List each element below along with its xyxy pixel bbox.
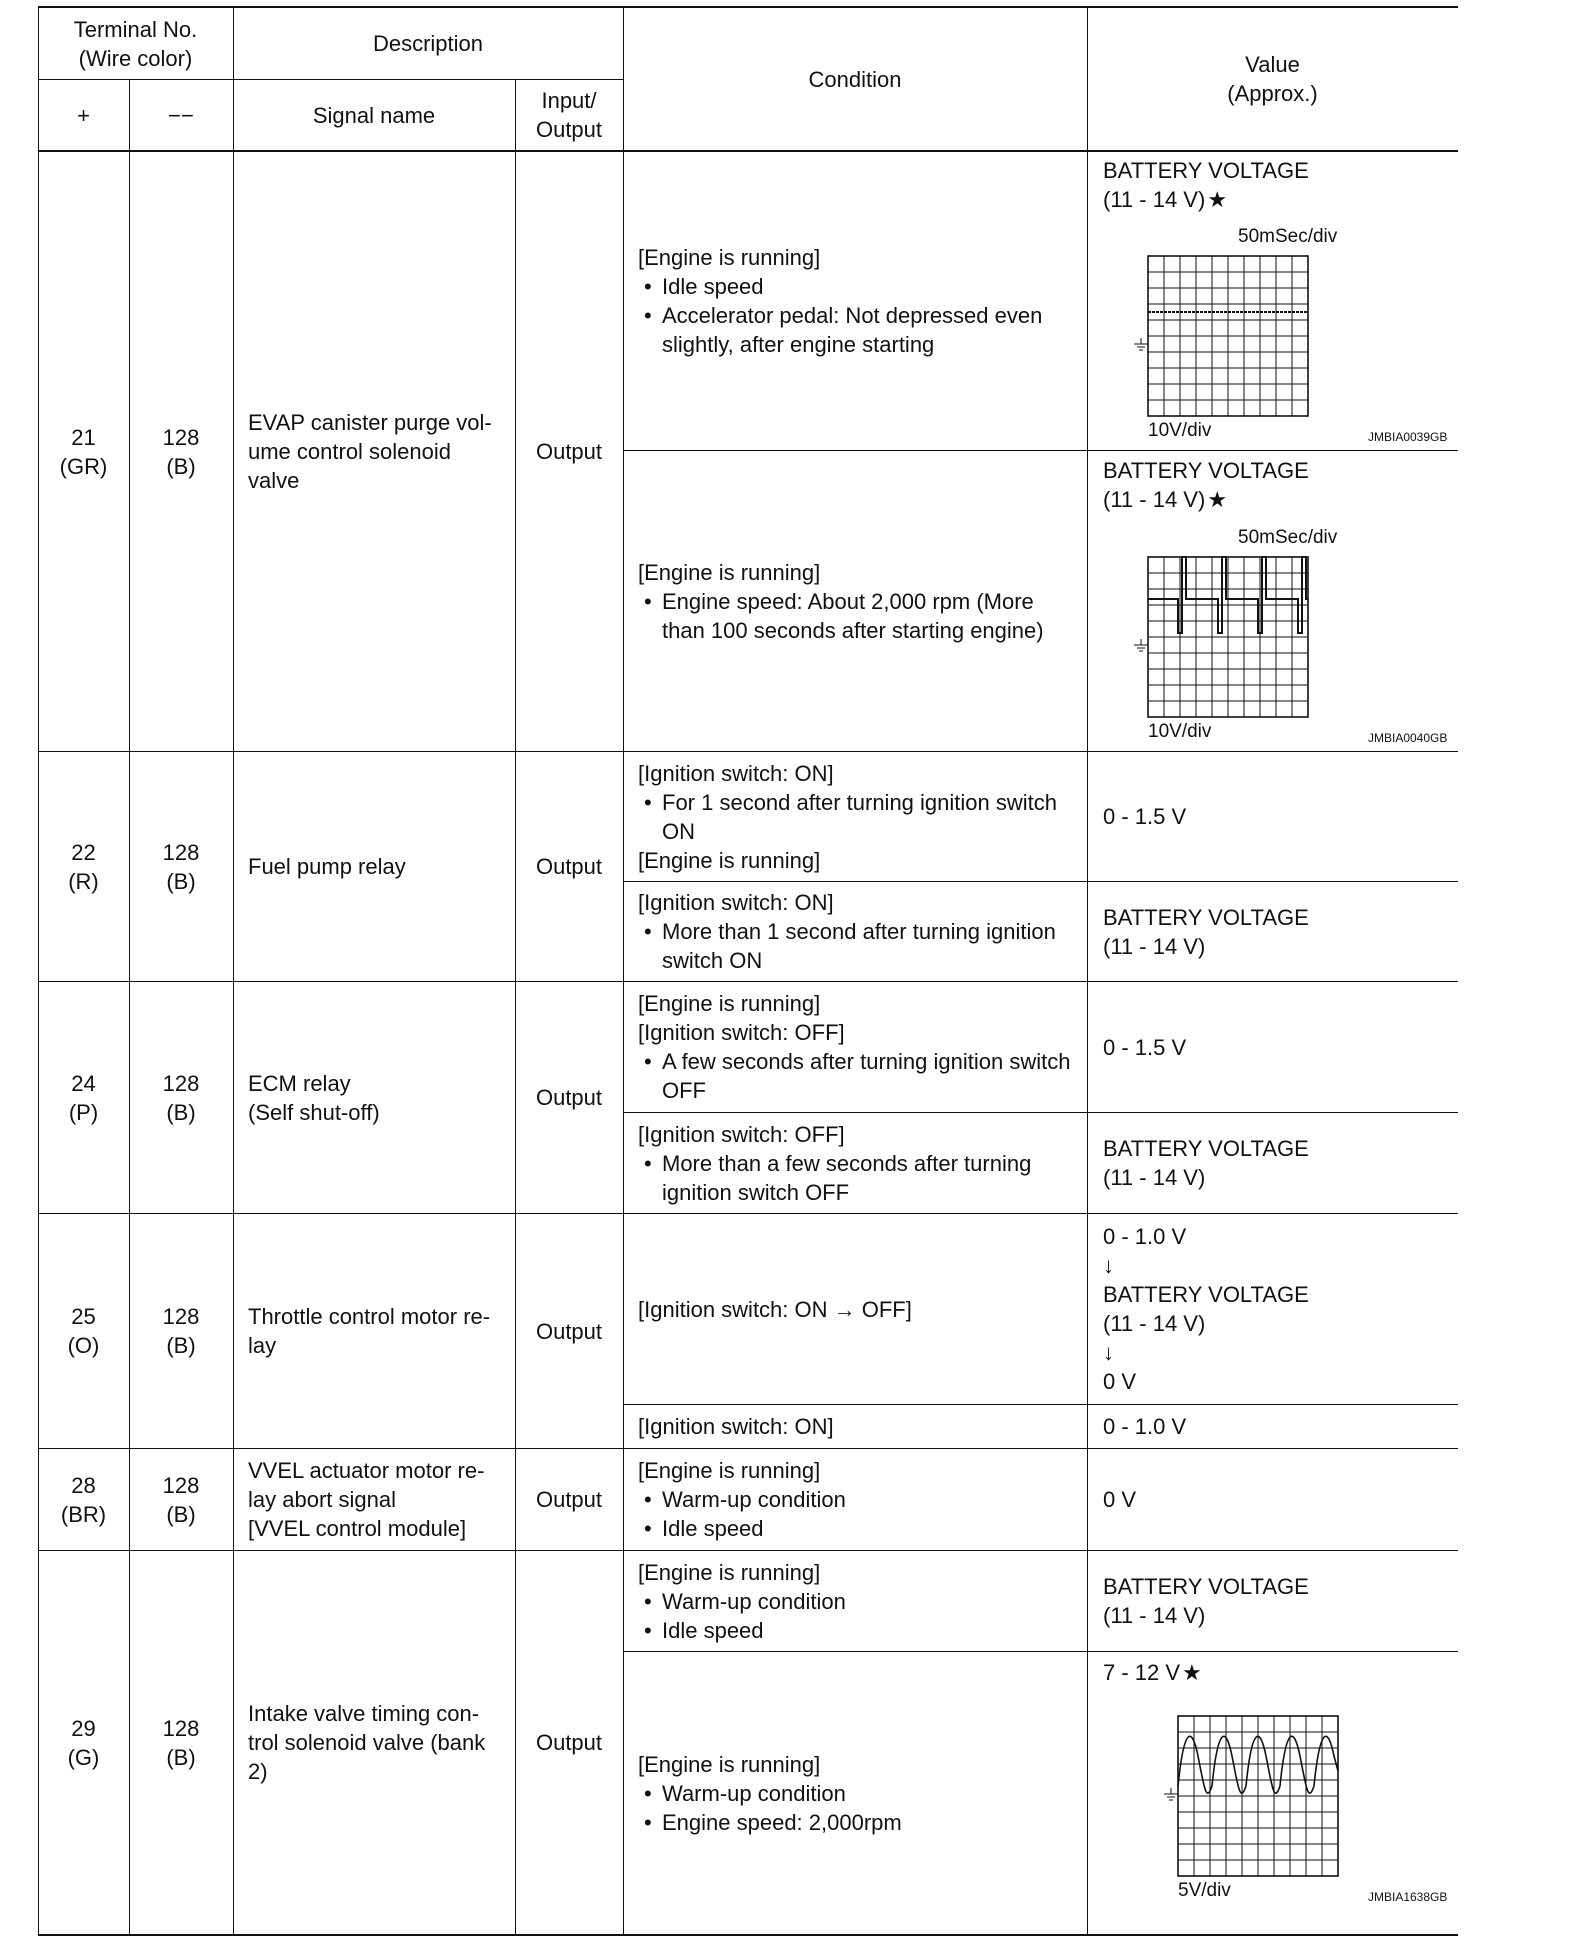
row-29-value-2: 7 - 12 V★ [1103,1660,1202,1685]
row-28-condition-1: [Engine is running] • Warm-up condition • Idle speed [623,1449,1087,1550]
header-condition: Condition [808,66,902,92]
row-25-minus: 128 (B) [162,1304,200,1358]
row-21-value-2: BATTERY VOLTAGE (11 - 14 V)★ [1103,458,1309,512]
row-29-condition-1: [Engine is running] • Warm-up condition • Idle speed [623,1551,1087,1651]
row-25-value-1: 0 - 1.0 V ↓ BATTERY VOLTAGE (11 - 14 V) ↓ 0 V [1103,1224,1309,1394]
row-22-minus: 128 (B) [162,839,200,894]
row-24-plus: 24 (P) [68,1070,99,1125]
row-24-condition-2: [Ignition switch: OFF] • More than a few seconds after turning ignition switch OFF [623,1113,1087,1213]
row-22-value-1: 0 - 1.5 V [1103,804,1187,829]
oscilloscope-figure-1: 50mSec/div 10V/div JMBIA0039GB [1118,226,1458,448]
oscilloscope-figure-3: 5V/div JMBIA1638GB [1148,1686,1458,1934]
header-terminal: Terminal No. (Wire color) [73,16,198,71]
row-25-plus: 25 (O) [67,1304,100,1358]
row-29-plus: 29 (G) [67,1715,100,1770]
header-minus: −− [168,102,194,128]
row-21-condition-1: [Engine is running] • Idle speed • Accelerator pedal: Not depressed even slightly, after engine starting [623,152,1087,450]
row-21-condition-2: [Engine is running] • Engine speed: About 2,000 rpm (More than 100 seconds after starting engine) [623,451,1087,751]
row-28-minus: 128 (B) [162,1472,200,1527]
row-24-signal: ECM relay (Self shut-off) [248,1070,380,1125]
header-description: Description [372,31,484,56]
row-21-value-1: BATTERY VOLTAGE (11 - 14 V)★ [1103,158,1309,212]
row-29-signal: Intake valve timing con- trol solenoid valve (bank 2) [248,1701,486,1784]
row-22-io: Output [535,854,603,879]
header-signal-name: Signal name [312,102,436,128]
row-21-signal: EVAP canister purge vol- ume control solenoid valve [248,410,492,493]
row-25-signal: Throttle control motor re- lay [248,1304,491,1358]
row-28-value-1: 0 V [1103,1487,1137,1512]
header-io: Input/ Output [535,88,603,142]
row-24-condition-1: [Engine is running] [Ignition switch: OFF] • A few seconds after turning ignition switch OFF [623,982,1087,1112]
row-25-io: Output [535,1318,603,1344]
row-22-value-2: BATTERY VOLTAGE (11 - 14 V) [1103,904,1309,959]
row-29-minus: 128 (B) [162,1715,200,1770]
row-22-condition-2: [Ignition switch: ON] • More than 1 second after turning ignition switch ON [623,882,1087,981]
row-28-io: Output [535,1487,603,1512]
row-29-io: Output [535,1730,603,1755]
row-29-value-1: BATTERY VOLTAGE (11 - 14 V) [1103,1574,1309,1628]
row-22-plus: 22 (R) [68,839,99,894]
row-25-condition-2: [Ignition switch: ON] [638,1414,834,1439]
row-21-io: Output [535,439,603,464]
oscilloscope-grid [1118,226,1458,448]
row-24-io: Output [535,1085,603,1110]
row-24-value-2: BATTERY VOLTAGE (11 - 14 V) [1103,1136,1309,1190]
row-28-signal: VVEL actuator motor re- lay abort signal [VVEL control module] [248,1458,485,1541]
header-value: Value (Approx.) [1227,52,1318,106]
terminal-table [38,6,1458,1941]
row-25-value-2: 0 - 1.0 V [1103,1414,1187,1439]
row-21-minus: 128 (B) [162,424,200,479]
row-24-minus: 128 (B) [162,1070,200,1125]
row-24-value-1: 0 - 1.5 V [1103,1034,1187,1060]
row-22-signal: Fuel pump relay [248,854,406,879]
row-21-plus: 21 (GR) [59,424,108,479]
row-29-condition-2: [Engine is running] • Warm-up condition • Engine speed: 2,000rpm [623,1652,1087,1934]
row-22-condition-1: [Ignition switch: ON] • For 1 second after turning ignition switch ON [Engine is running] [623,752,1087,881]
oscilloscope-grid [1118,527,1458,749]
row-25-condition-1: [Ignition switch: ON → OFF] [638,1296,912,1322]
header-plus: + [77,102,90,128]
star-icon: ★ [1207,187,1228,212]
row-28-plus: 28 (BR) [60,1472,107,1527]
star-icon: ★ [1207,487,1228,512]
oscilloscope-figure-2: 50mSec/div 10V/div JMBIA0040GB [1118,527,1458,749]
star-icon: ★ [1182,1660,1202,1685]
